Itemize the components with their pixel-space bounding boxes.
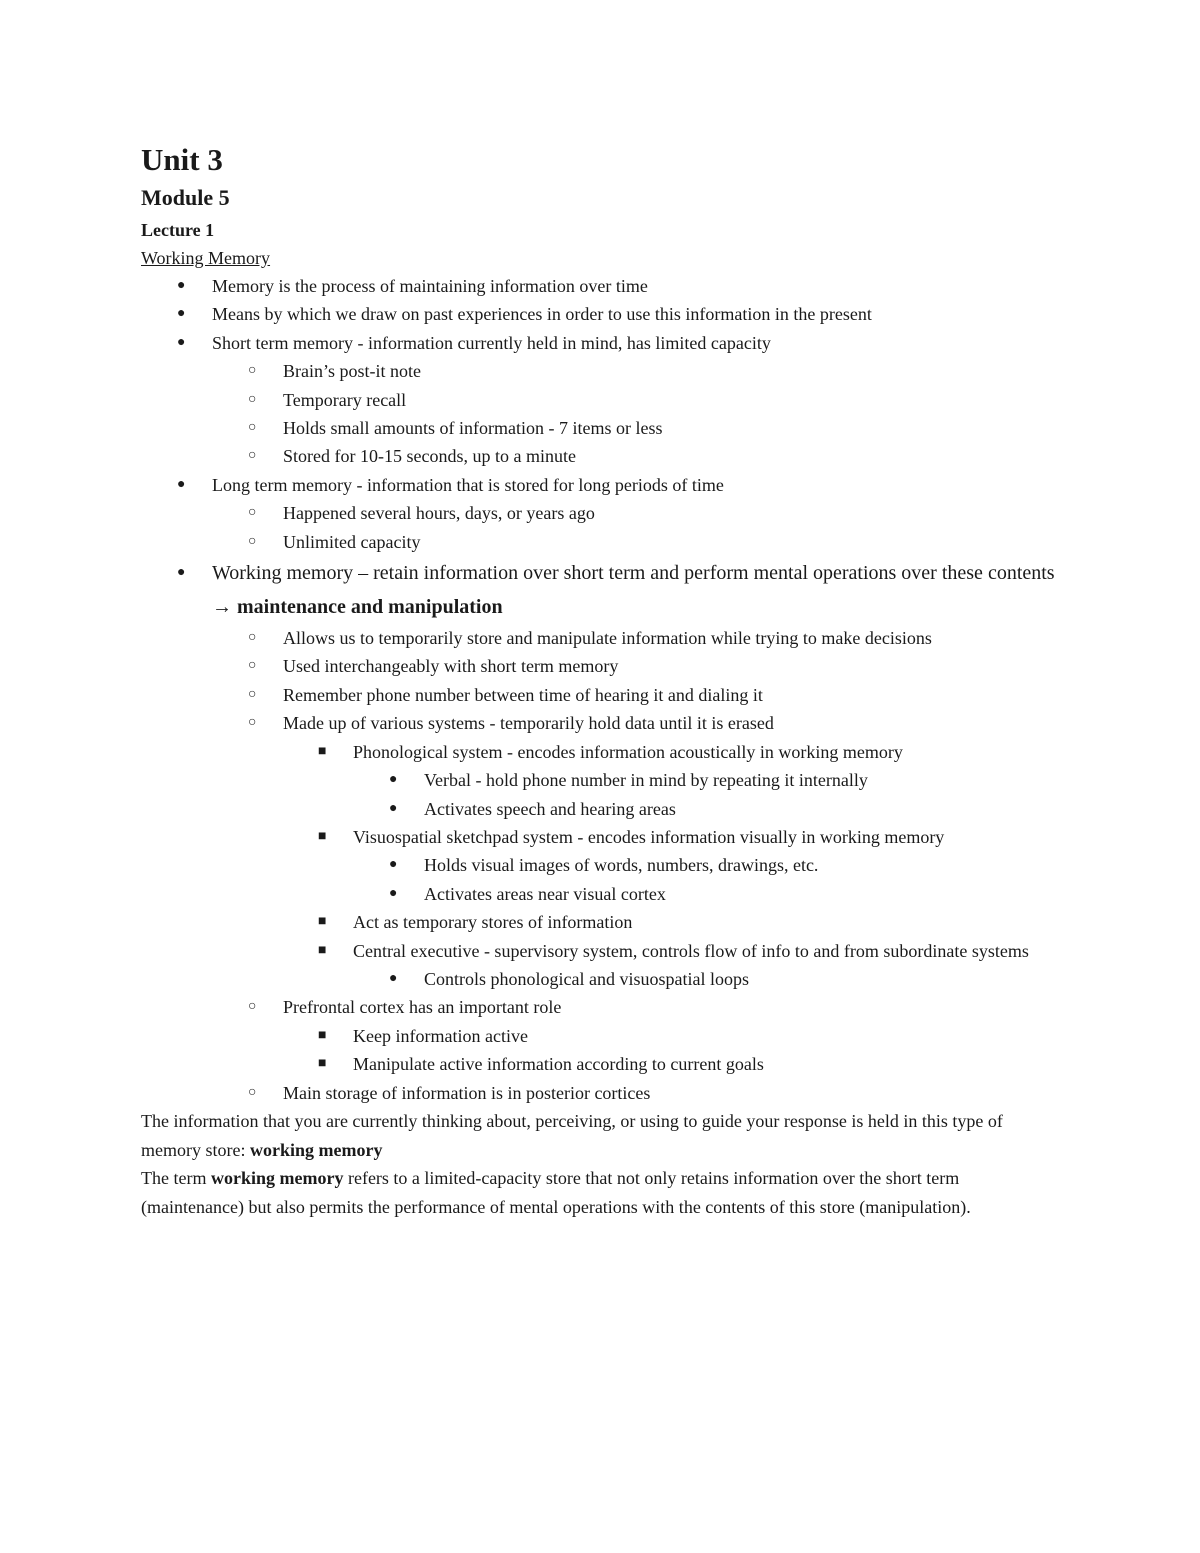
list-item: [141, 851, 1061, 879]
list-item-text: Brain’s post-it note: [283, 361, 421, 382]
list-item: [141, 329, 1061, 357]
list-item-text: Made up of various systems - temporarily hold data until it is erased: [283, 713, 774, 734]
notes-list: [141, 272, 1061, 357]
bullet-square-icon: ■: [318, 1027, 327, 1043]
section-title: Working Memory: [141, 248, 271, 268]
list-item: [141, 1050, 1061, 1078]
list-item-text: Manipulate active information according to current goals: [353, 1054, 764, 1075]
sub-list: [141, 766, 1061, 823]
bullet-circle-icon: ○: [248, 391, 257, 407]
bullet-circle-icon: ○: [248, 686, 257, 702]
list-item-text: Central executive - supervisory system, controls flow of info to and from subordinate systems: [353, 940, 1029, 961]
bullet-circle-icon: ○: [248, 533, 257, 549]
bullet-square-icon: ■: [318, 743, 327, 759]
bullet-square-icon: ■: [318, 828, 327, 844]
list-item-text: Short term memory - information currently held in mind, has limited capacity: [212, 332, 771, 353]
paragraph: [141, 1164, 1061, 1221]
list-item-text: Stored for 10-15 seconds, up to a minute: [283, 446, 576, 467]
paragraph-text: The term: [141, 1168, 211, 1189]
list-item-text: Allows us to temporarily store and manipulate information while trying to make decisions: [283, 628, 932, 649]
sub-list: [141, 499, 1061, 556]
list-item-text: Controls phonological and visuospatial loops: [424, 968, 749, 989]
bullet-circle-icon: ○: [248, 658, 257, 674]
list-item: [141, 965, 1061, 993]
paragraph-text: The information that you are currently thinking about, perceiving, or using to guide your response is held in this type of memory store:: [141, 1110, 1003, 1160]
bullet-square-icon: ■: [318, 1056, 327, 1072]
sub-list: [141, 738, 1061, 766]
list-item: [141, 471, 1061, 499]
list-item-text: Activates areas near visual cortex: [424, 883, 666, 904]
list-item: [141, 624, 1061, 652]
notes-list: [141, 556, 1061, 624]
list-item-text: Memory is the process of maintaining information over time: [212, 276, 648, 296]
bullet-disc-icon: ●: [177, 476, 186, 492]
sub-list: [141, 624, 1061, 738]
bullet-square-icon: ■: [318, 914, 327, 930]
list-item-text: Holds small amounts of information - 7 items or less: [283, 418, 663, 439]
bullet-circle-icon: ○: [248, 999, 257, 1015]
list-item-text: Visuospatial sketchpad system - encodes information visually in working memory: [353, 826, 945, 847]
list-item-text: Verbal - hold phone number in mind by repeating it internally: [424, 770, 868, 791]
list-item: [141, 1022, 1061, 1050]
list-item-text: Holds visual images of words, numbers, drawings, etc.: [424, 855, 819, 876]
notes-list: [141, 471, 1061, 499]
list-item: [141, 709, 1061, 737]
list-item-text: Phonological system - encodes information acoustically in working memory: [353, 741, 903, 762]
bullet-circle-icon: ○: [248, 420, 257, 436]
sub-list: [141, 851, 1061, 908]
list-item: [141, 414, 1061, 442]
bullet-disc-icon: ●: [177, 565, 186, 581]
bullet-circle-icon: ○: [248, 1084, 257, 1100]
list-item: [141, 272, 1061, 300]
list-item: [141, 937, 1061, 965]
list-item: [141, 766, 1061, 794]
list-item: [141, 556, 1061, 624]
bullet-disc-icon: ●: [389, 970, 398, 986]
list-item: [141, 823, 1061, 851]
paragraph-emphasis: working memory: [249, 1139, 383, 1160]
list-item-text: Means by which we draw on past experiences in order to use this information in the present: [212, 304, 872, 325]
paragraph-text: refers to a limited-capacity store that not only retains information over the short term (maintenance) but also permits the performance of mental operations with the contents of this store (manipulation).: [141, 1168, 971, 1217]
list-item-text: Act as temporary stores of information: [353, 912, 633, 933]
list-item-text: Happened several hours, days, or years ago: [283, 503, 595, 524]
document-page: [141, 140, 1061, 1221]
paragraph: [141, 1107, 1061, 1164]
list-item: [141, 357, 1061, 385]
lecture-heading: Lecture 1: [141, 220, 215, 240]
list-item: [141, 908, 1061, 936]
list-item: [141, 681, 1061, 709]
bullet-disc-icon: ●: [177, 306, 186, 322]
bullet-disc-icon: ●: [389, 772, 398, 788]
list-item: [141, 738, 1061, 766]
sub-list: [141, 1079, 1061, 1107]
list-item: [141, 528, 1061, 556]
list-item-text: Keep information active: [353, 1025, 528, 1046]
bullet-disc-icon: ●: [389, 885, 398, 901]
list-item-text: Working memory – retain information over short term and perform mental operations over these contents →: [212, 562, 1055, 619]
unit-heading: Unit 3: [141, 142, 223, 177]
bullet-disc-icon: ●: [177, 278, 186, 293]
list-item: [141, 300, 1061, 328]
list-item: [141, 442, 1061, 470]
list-item-text: Main storage of information is in posterior cortices: [283, 1082, 651, 1103]
list-item-text: Temporary recall: [283, 389, 407, 410]
list-item-text: Used interchangeably with short term memory: [283, 656, 619, 677]
list-item: [141, 1079, 1061, 1107]
list-item-emphasis: maintenance and manipulation: [237, 596, 503, 619]
bullet-circle-icon: ○: [248, 505, 257, 521]
list-item: [141, 652, 1061, 680]
bullet-square-icon: ■: [318, 942, 327, 958]
list-item: [141, 386, 1061, 414]
bullet-circle-icon: ○: [248, 715, 257, 731]
list-item: [141, 993, 1061, 1021]
bullet-disc-icon: ●: [389, 857, 398, 873]
bullet-disc-icon: ●: [389, 800, 398, 816]
list-item-text: Activates speech and hearing areas: [424, 798, 676, 819]
bullet-circle-icon: ○: [248, 630, 257, 646]
sub-list: [141, 965, 1061, 993]
sub-list: [141, 357, 1061, 471]
bullet-circle-icon: ○: [248, 448, 257, 464]
paragraph-emphasis: working memory: [210, 1168, 344, 1189]
list-item-text: Prefrontal cortex has an important role: [283, 997, 562, 1018]
sub-list: [141, 993, 1061, 1021]
sub-list: [141, 908, 1061, 965]
bullet-disc-icon: ●: [177, 334, 186, 350]
sub-list: [141, 1022, 1061, 1079]
sub-list: [141, 823, 1061, 851]
list-item: [141, 795, 1061, 823]
bullet-circle-icon: ○: [248, 363, 257, 379]
list-item-text: Remember phone number between time of hearing it and dialing it: [283, 684, 763, 705]
list-item-text: Long term memory - information that is stored for long periods of time: [212, 474, 724, 495]
list-item: [141, 880, 1061, 908]
list-item-text: Unlimited capacity: [283, 531, 421, 552]
module-heading: Module 5: [141, 185, 230, 210]
list-item: [141, 499, 1061, 527]
